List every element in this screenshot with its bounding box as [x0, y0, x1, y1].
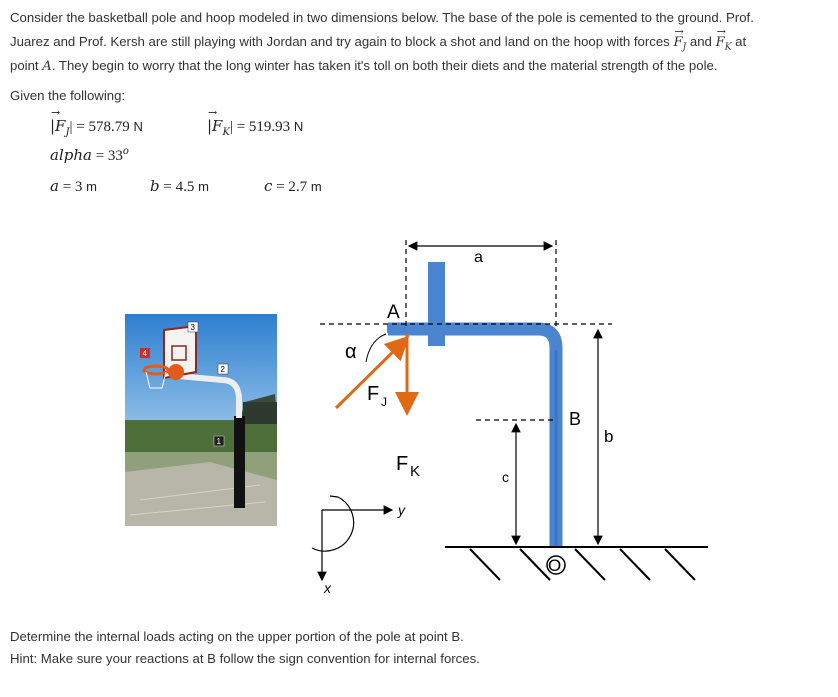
given-c-label: c — [264, 177, 273, 195]
badge-3: 3 — [190, 323, 195, 332]
backboard — [428, 262, 445, 346]
label-dim-a: a — [474, 249, 483, 266]
label-o-point: O — [548, 556, 562, 575]
given-fj-value: | = 578.79 — [69, 119, 130, 135]
given-a-label: a — [50, 177, 59, 195]
given-fk-label: → |F — [207, 117, 222, 135]
label-b-point: B — [569, 409, 582, 429]
problem-line-2-text: Juarez and Prof. Kersh are still playing with Jordan and try again to block a shot and land on the hoop with forces — [10, 34, 670, 49]
given-fk-sub: K — [222, 127, 230, 138]
pole-photo — [125, 314, 277, 526]
label-alpha: α — [345, 341, 357, 363]
given-b-unit: m — [198, 179, 209, 194]
label-dim-c: c — [502, 469, 509, 485]
point-a-symbol: A — [42, 58, 52, 74]
given-c-value: = 2.7 — [272, 179, 308, 195]
badge-4: 4 — [142, 349, 147, 358]
given-fj-label: → |F — [50, 117, 65, 135]
given-alpha-value: = 33 — [91, 148, 123, 164]
given-alpha-label: alpha — [50, 146, 92, 164]
alpha-arc — [366, 334, 386, 362]
given-heading: Given the following: — [10, 88, 126, 103]
ground — [445, 547, 708, 580]
problem-point-text: point — [10, 57, 39, 73]
label-dim-b: b — [604, 427, 614, 446]
problem-line-3-text: . They begin to worry that the long winter has taken it's toll on both their diets and the material strength of the pole. — [51, 57, 718, 73]
force-fk-symbol: → $F_K$ — [716, 31, 732, 60]
badge-1: 1 — [216, 437, 221, 446]
label-a-point: A — [387, 302, 400, 323]
coordinate-axes — [312, 496, 392, 580]
label-x-axis: x — [324, 580, 331, 596]
hint-text: Hint: Make sure your reactions at B follow the sign convention for internal forces. — [10, 651, 480, 666]
label-fk: F — [396, 453, 409, 475]
problem-and-text: and — [689, 34, 712, 49]
question-text: Determine the internal loads acting on the upper portion of the pole at point B. — [10, 629, 464, 644]
given-a-unit: m — [86, 179, 98, 194]
force-fj-symbol: → $F_J$ — [673, 31, 686, 60]
given-c-unit: m — [310, 179, 322, 194]
given-fk-value: | = 519.93 — [229, 119, 291, 135]
given-fk-unit: N — [293, 119, 304, 134]
point-a-marker — [387, 324, 401, 333]
given-fj-sub: J — [65, 127, 70, 138]
problem-at-text: at — [735, 34, 747, 49]
given-a-value: = 3 — [58, 179, 83, 195]
given-alpha-sup: o — [122, 146, 129, 157]
given-fj-unit: N — [133, 119, 143, 134]
label-fk-sub: K — [410, 463, 421, 480]
given-b-label: b — [150, 177, 160, 195]
pole-model — [387, 262, 556, 548]
label-y-axis: y — [398, 502, 405, 518]
label-fj: F — [367, 383, 380, 405]
problem-line-1: Consider the basketball pole and hoop modeled in two dimensions below. The base of the pole is cemented to the ground. Prof. — [10, 10, 754, 25]
badge-2: 2 — [220, 365, 225, 374]
given-b-value: = 4.5 — [159, 179, 195, 195]
label-fj-sub: J — [381, 395, 387, 409]
